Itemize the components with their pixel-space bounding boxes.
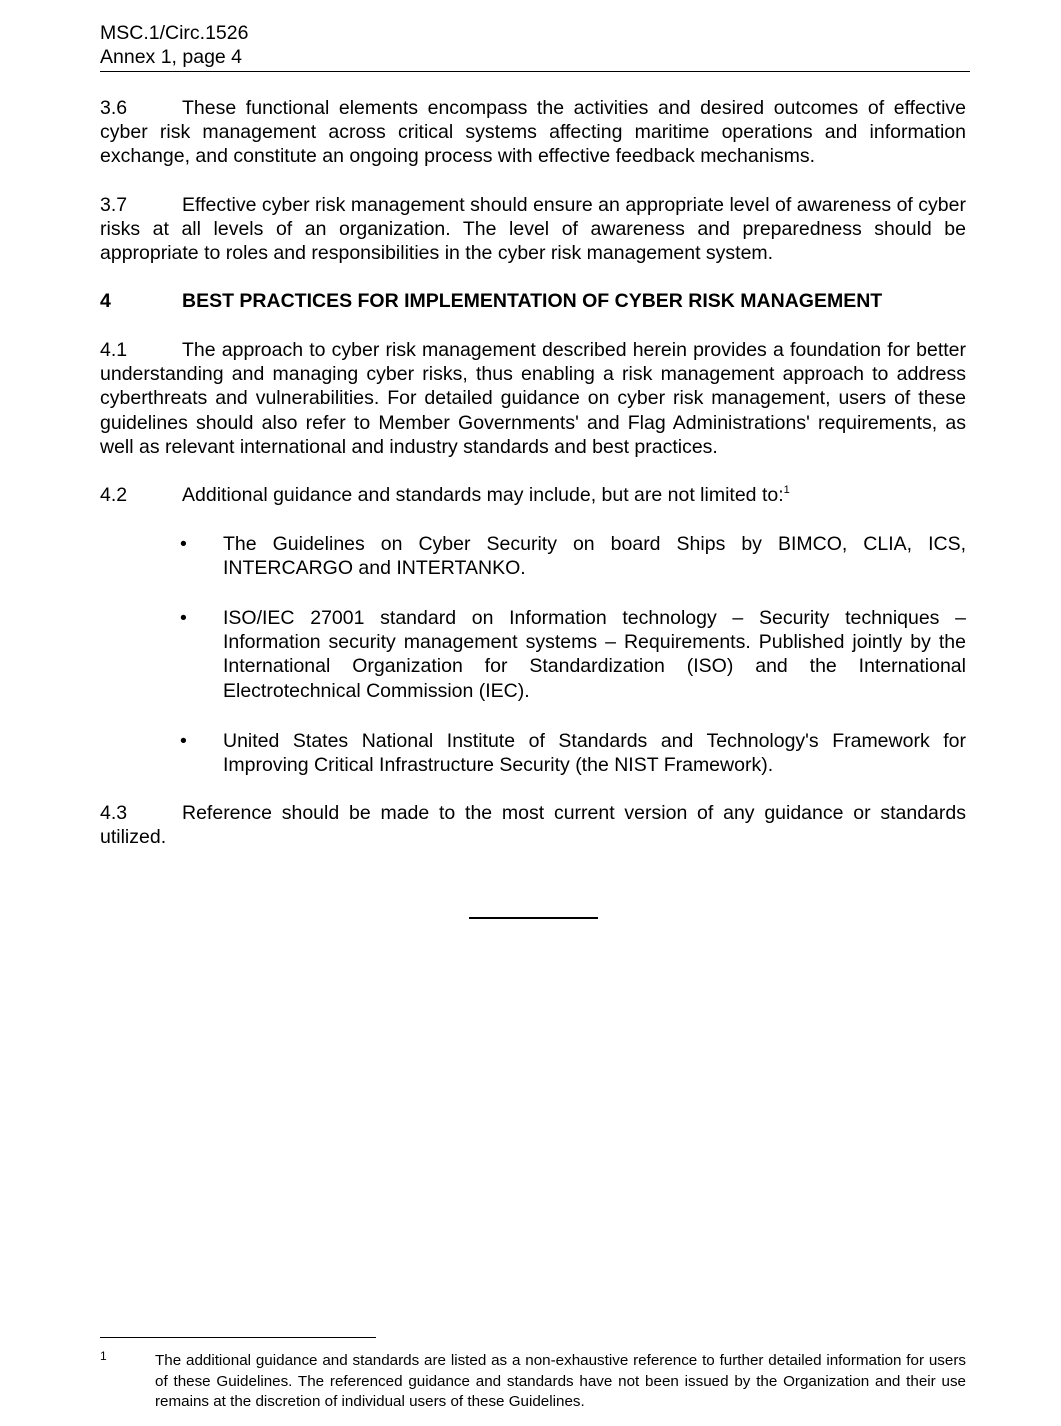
paragraph-4-1 (100, 338, 966, 459)
footnote-number: 1 (100, 1349, 107, 1363)
header-rule (100, 71, 970, 72)
paragraph-text: Additional guidance and standards may include, but are not limited to: (182, 484, 784, 506)
end-of-document-rule (469, 917, 598, 919)
paragraph-number: 4.1 (100, 339, 128, 361)
paragraph-number: 4.2 (100, 484, 128, 506)
paragraph-3-6 (100, 96, 966, 169)
section-heading-4 (100, 289, 882, 313)
footnote-separator (100, 1337, 376, 1338)
paragraph-text: These functional elements encompass the activities and desired outcomes of effective cyber risk management across critical systems affecting maritime operations and information exchange, and constitute an ongoing process with effective feedback mechanisms. (100, 97, 966, 168)
footnote-text: The additional guidance and standards are listed as a non-exhaustive reference to further detailed information for users of these Guidelines. The referenced guidance and standards have not been issued by the Organization and their use remains at the discretion of individual users of these Guidelines. (155, 1352, 966, 1411)
bullet-icon: • (180, 730, 187, 752)
paragraph-text: Reference should be made to the most current version of any guidance or standards utilized. (100, 802, 966, 849)
list-item-text: ISO/IEC 27001 standard on Information technology – Security techniques – Information security management systems – Requirements. Published jointly by the International Organization for Standardization (ISO) and the International Electrotechnical Commission (IEC). (223, 607, 966, 702)
paragraph-4-2 (100, 483, 966, 507)
paragraph-3-7 (100, 193, 966, 266)
bullet-icon: • (180, 533, 187, 555)
list-item (180, 729, 966, 777)
footnote-reference[interactable]: 1 (783, 483, 790, 496)
section-number: 4 (100, 290, 111, 312)
list-item (180, 606, 966, 703)
bullet-icon: • (180, 607, 187, 629)
paragraph-4-3 (100, 801, 966, 849)
page-header (100, 21, 248, 69)
page-reference: Annex 1, page 4 (100, 46, 243, 68)
section-title: BEST PRACTICES FOR IMPLEMENTATION OF CYBER RISK MANAGEMENT (182, 290, 883, 312)
list-item (180, 532, 966, 580)
paragraph-number: 4.3 (100, 802, 128, 824)
document-reference: MSC.1/Circ.1526 (100, 22, 249, 44)
list-item-text: The Guidelines on Cyber Security on board Ships by BIMCO, CLIA, ICS, INTERCARGO and INTERTANKO. (223, 533, 966, 580)
paragraph-text: The approach to cyber risk management described herein provides a foundation for better understanding and managing cyber risks, thus enabling a risk management approach to address cyberthreats and vulnerabilities. For detailed guidance on cyber risk management, users of these guidelines should also refer to Member Governments' and Flag Administrations' requirements, as well as relevant international and industry standards and best practices. (100, 339, 966, 458)
paragraph-number: 3.6 (100, 97, 128, 119)
paragraph-text: Effective cyber risk management should ensure an appropriate level of awareness of cyber risks at all levels of an organization. The level of awareness and preparedness should be appropriate to roles and responsibilities in the cyber risk management system. (100, 194, 966, 265)
list-item-text: United States National Institute of Standards and Technology's Framework for Improving Critical Infrastructure Security (the NIST Framework). (223, 730, 966, 777)
paragraph-number: 3.7 (100, 194, 128, 216)
